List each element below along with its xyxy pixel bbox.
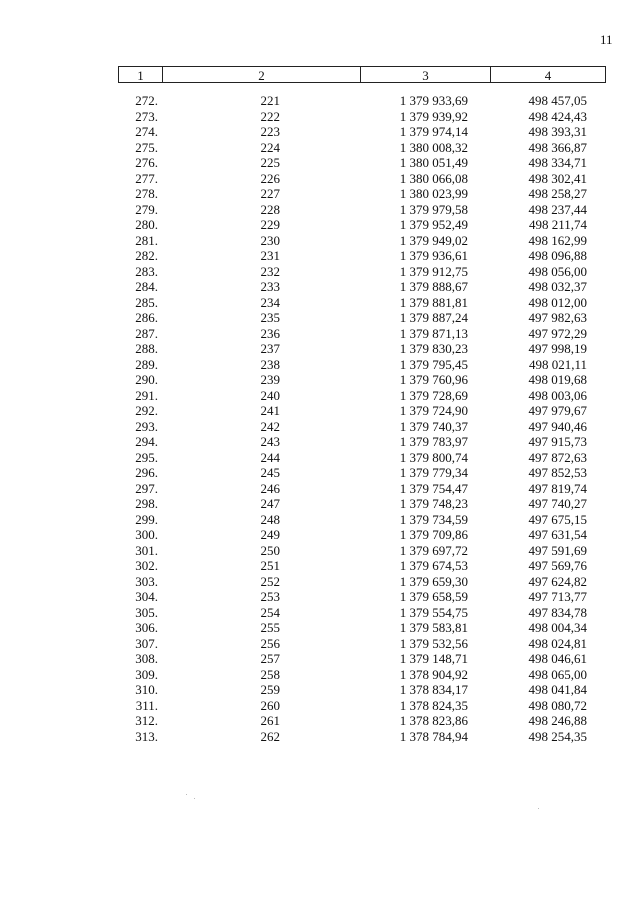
coordinate-y-cell: 497 982,63	[528, 310, 587, 325]
coordinate-y-cell: 497 591,69	[528, 542, 587, 558]
coordinate-y-cell: 497 834,78	[528, 604, 587, 620]
coordinate-x-cell: 1 378 904,92	[399, 666, 468, 682]
table-row	[118, 558, 606, 574]
table-row	[118, 357, 606, 373]
row-number-cell: 296.	[135, 465, 158, 480]
row-number-cell: 275.	[135, 139, 158, 155]
coordinate-x-cell: 1 380 023,99	[399, 186, 468, 201]
point-number-cell: 248	[260, 511, 280, 527]
page-number: 11	[600, 32, 613, 47]
table-row	[118, 310, 606, 326]
table-row	[118, 682, 606, 698]
column-header-3: 3	[360, 66, 490, 83]
coordinate-x-cell: 1 379 800,74	[399, 449, 468, 465]
coordinate-y-cell: 498 021,11	[528, 356, 587, 372]
point-number-cell: 259	[260, 682, 280, 697]
row-number-cell: 285.	[135, 294, 158, 310]
table-row	[118, 589, 606, 605]
coordinate-y-cell: 498 004,34	[528, 620, 587, 635]
point-number-cell: 241	[260, 403, 280, 418]
coordinate-x-cell: 1 379 779,34	[399, 465, 468, 480]
scan-specks	[186, 792, 566, 812]
row-number-cell: 281.	[135, 232, 158, 248]
point-number-cell: 249	[260, 527, 280, 542]
coordinate-x-cell: 1 379 888,67	[399, 279, 468, 294]
row-number-cell: 295.	[135, 449, 158, 465]
table-row	[118, 543, 606, 559]
table-header	[118, 66, 606, 83]
row-number-cell: 291.	[135, 387, 158, 403]
coordinate-y-cell: 498 211,74	[528, 217, 587, 232]
table-row	[118, 124, 606, 140]
coordinate-x-cell: 1 379 795,45	[399, 356, 468, 372]
coordinate-x-cell: 1 379 148,71	[399, 651, 468, 666]
coordinate-y-cell: 498 237,44	[528, 201, 587, 217]
row-number-cell: 312.	[135, 713, 158, 728]
table-row	[118, 729, 606, 745]
table-row	[118, 171, 606, 187]
coordinate-y-cell: 498 003,06	[528, 387, 587, 403]
point-number-cell: 261	[260, 713, 280, 728]
row-number-cell: 276.	[135, 155, 158, 170]
point-number-cell: 231	[260, 248, 280, 263]
coordinate-x-cell: 1 379 936,61	[399, 248, 468, 263]
table-row	[118, 295, 606, 311]
point-number-cell: 226	[260, 170, 280, 186]
point-number-cell: 234	[260, 294, 280, 310]
coordinate-x-cell: 1 379 949,02	[399, 232, 468, 248]
row-number-cell: 311.	[135, 697, 158, 713]
table-row	[118, 651, 606, 667]
coordinate-x-cell: 1 380 051,49	[399, 155, 468, 170]
coordinate-x-cell: 1 379 674,53	[399, 558, 468, 573]
point-number-cell: 253	[260, 589, 280, 604]
point-number-cell: 233	[260, 279, 280, 294]
coordinate-y-cell: 498 393,31	[528, 124, 587, 139]
coordinate-y-cell: 497 713,77	[528, 589, 587, 604]
point-number-cell: 256	[260, 635, 280, 651]
coordinate-y-cell: 497 624,82	[528, 573, 587, 589]
point-number-cell: 221	[260, 93, 280, 108]
row-number-cell: 273.	[135, 108, 158, 124]
column-header-4: 4	[490, 66, 606, 83]
coordinate-x-cell: 1 379 532,56	[399, 635, 468, 651]
row-number-cell: 307.	[135, 635, 158, 651]
table-row	[118, 698, 606, 714]
coordinate-x-cell: 1 379 734,59	[399, 511, 468, 527]
coordinate-y-cell: 497 915,73	[528, 434, 587, 449]
table-row	[118, 450, 606, 466]
point-number-cell: 255	[260, 620, 280, 635]
point-number-cell: 238	[260, 356, 280, 372]
row-number-cell: 304.	[135, 589, 158, 604]
point-number-cell: 222	[260, 108, 280, 124]
coordinate-y-cell: 497 675,15	[528, 511, 587, 527]
table-row	[118, 481, 606, 497]
point-number-cell: 227	[260, 186, 280, 201]
table-row	[118, 605, 606, 621]
row-number-cell: 310.	[135, 682, 158, 697]
row-number-cell: 302.	[135, 558, 158, 573]
row-number-cell: 282.	[135, 248, 158, 263]
point-number-cell: 229	[260, 217, 280, 232]
coordinate-x-cell: 1 379 871,13	[399, 325, 468, 341]
row-number-cell: 308.	[135, 651, 158, 666]
table-row	[118, 264, 606, 280]
coordinate-x-cell: 1 378 834,17	[399, 682, 468, 697]
table-row	[118, 713, 606, 729]
point-number-cell: 258	[260, 666, 280, 682]
table-row	[118, 202, 606, 218]
coordinate-x-cell: 1 379 887,24	[399, 310, 468, 325]
row-number-cell: 280.	[135, 217, 158, 232]
coordinate-y-cell: 498 457,05	[528, 93, 587, 108]
coordinate-x-cell: 1 379 697,72	[399, 542, 468, 558]
coordinate-y-cell: 498 032,37	[528, 279, 587, 294]
table-row	[118, 326, 606, 342]
coordinate-x-cell: 1 379 659,30	[399, 573, 468, 589]
coordinate-x-cell: 1 379 912,75	[399, 263, 468, 279]
point-number-cell: 225	[260, 155, 280, 170]
point-number-cell: 250	[260, 542, 280, 558]
coordinate-x-cell: 1 380 008,32	[399, 139, 468, 155]
row-number-cell: 288.	[135, 341, 158, 356]
point-number-cell: 239	[260, 372, 280, 387]
table-row	[118, 279, 606, 295]
coordinate-x-cell: 1 379 939,92	[399, 108, 468, 124]
column-header-2: 2	[162, 66, 360, 83]
table-row	[118, 667, 606, 683]
coordinate-x-cell: 1 379 709,86	[399, 527, 468, 542]
coordinate-y-cell: 497 940,46	[528, 418, 587, 434]
coordinate-y-cell: 498 334,71	[528, 155, 587, 170]
coordinate-x-cell: 1 379 974,14	[399, 124, 468, 139]
point-number-cell: 223	[260, 124, 280, 139]
table-row	[118, 217, 606, 233]
row-number-cell: 278.	[135, 186, 158, 201]
coordinate-y-cell: 497 631,54	[528, 527, 587, 542]
column-header-1: 1	[118, 66, 162, 83]
table-row	[118, 109, 606, 125]
point-number-cell: 237	[260, 341, 280, 356]
coordinate-y-cell: 498 162,99	[528, 232, 587, 248]
point-number-cell: 246	[260, 480, 280, 496]
point-number-cell: 251	[260, 558, 280, 573]
table-row	[118, 248, 606, 264]
table-row	[118, 434, 606, 450]
coordinate-x-cell: 1 379 830,23	[399, 341, 468, 356]
coordinate-y-cell: 498 080,72	[528, 697, 587, 713]
coordinate-y-cell: 497 998,19	[528, 341, 587, 356]
coordinate-x-cell: 1 378 784,94	[399, 728, 468, 744]
coordinate-y-cell: 497 819,74	[528, 480, 587, 496]
coordinate-y-cell: 498 096,88	[528, 248, 587, 263]
table-row	[118, 403, 606, 419]
coordinate-x-cell: 1 379 979,58	[399, 201, 468, 217]
coordinate-x-cell: 1 378 823,86	[399, 713, 468, 728]
coordinate-x-cell: 1 379 748,23	[399, 496, 468, 511]
table-row	[118, 140, 606, 156]
point-number-cell: 232	[260, 263, 280, 279]
row-number-cell: 299.	[135, 511, 158, 527]
row-number-cell: 290.	[135, 372, 158, 387]
point-number-cell: 235	[260, 310, 280, 325]
coordinate-y-cell: 498 012,00	[528, 294, 587, 310]
coordinate-x-cell: 1 378 824,35	[399, 697, 468, 713]
row-number-cell: 298.	[135, 496, 158, 511]
coordinate-y-cell: 497 740,27	[528, 496, 587, 511]
scan-speck	[538, 808, 539, 809]
coordinate-x-cell: 1 379 740,37	[399, 418, 468, 434]
table-row	[118, 636, 606, 652]
row-number-cell: 284.	[135, 279, 158, 294]
row-number-cell: 292.	[135, 403, 158, 418]
coordinate-y-cell: 498 424,43	[528, 108, 587, 124]
point-number-cell: 240	[260, 387, 280, 403]
coordinate-y-cell: 498 246,88	[528, 713, 587, 728]
row-number-cell: 306.	[135, 620, 158, 635]
row-number-cell: 286.	[135, 310, 158, 325]
coordinate-y-cell: 498 065,00	[528, 666, 587, 682]
row-number-cell: 305.	[135, 604, 158, 620]
coordinate-x-cell: 1 379 754,47	[399, 480, 468, 496]
point-number-cell: 230	[260, 232, 280, 248]
table-row	[118, 155, 606, 171]
coordinate-x-cell: 1 379 554,75	[399, 604, 468, 620]
coordinate-y-cell: 498 366,87	[528, 139, 587, 155]
row-number-cell: 294.	[135, 434, 158, 449]
coordinate-x-cell: 1 379 728,69	[399, 387, 468, 403]
point-number-cell: 257	[260, 651, 280, 666]
table-row	[118, 372, 606, 388]
coordinate-x-cell: 1 379 952,49	[399, 217, 468, 232]
point-number-cell: 224	[260, 139, 280, 155]
row-number-cell: 283.	[135, 263, 158, 279]
row-number-cell: 303.	[135, 573, 158, 589]
table-row	[118, 93, 606, 109]
coordinate-x-cell: 1 379 760,96	[399, 372, 468, 387]
coordinate-y-cell: 498 254,35	[528, 728, 587, 744]
coordinate-y-cell: 498 019,68	[528, 372, 587, 387]
coordinate-y-cell: 497 972,29	[528, 325, 587, 341]
coordinate-x-cell: 1 380 066,08	[399, 170, 468, 186]
scan-speck	[194, 798, 195, 799]
table-body	[118, 93, 606, 744]
row-number-cell: 309.	[135, 666, 158, 682]
coordinate-y-cell: 498 302,41	[528, 170, 587, 186]
table-row	[118, 465, 606, 481]
row-number-cell: 293.	[135, 418, 158, 434]
row-number-cell: 274.	[135, 124, 158, 139]
point-number-cell: 260	[260, 697, 280, 713]
row-number-cell: 297.	[135, 480, 158, 496]
coordinate-x-cell: 1 379 583,81	[399, 620, 468, 635]
coordinate-y-cell: 498 056,00	[528, 263, 587, 279]
row-number-cell: 313.	[135, 728, 158, 744]
point-number-cell: 245	[260, 465, 280, 480]
point-number-cell: 228	[260, 201, 280, 217]
coordinate-y-cell: 497 569,76	[528, 558, 587, 573]
scan-speck	[186, 794, 187, 795]
table-row	[118, 620, 606, 636]
table-row	[118, 527, 606, 543]
row-number-cell: 301.	[135, 542, 158, 558]
coordinate-y-cell: 498 046,61	[528, 651, 587, 666]
table-row	[118, 574, 606, 590]
table-row	[118, 186, 606, 202]
point-number-cell: 236	[260, 325, 280, 341]
point-number-cell: 244	[260, 449, 280, 465]
table-row	[118, 388, 606, 404]
coordinate-x-cell: 1 379 881,81	[399, 294, 468, 310]
table-row	[118, 419, 606, 435]
row-number-cell: 300.	[135, 527, 158, 542]
table-row	[118, 496, 606, 512]
row-number-cell: 289.	[135, 356, 158, 372]
row-number-cell: 272.	[135, 93, 158, 108]
coordinate-y-cell: 498 258,27	[528, 186, 587, 201]
point-number-cell: 247	[260, 496, 280, 511]
coordinate-x-cell: 1 379 658,59	[399, 589, 468, 604]
coordinate-x-cell: 1 379 783,97	[399, 434, 468, 449]
table-row	[118, 512, 606, 528]
point-number-cell: 254	[260, 604, 280, 620]
point-number-cell: 243	[260, 434, 280, 449]
table-row	[118, 341, 606, 357]
coordinate-y-cell: 497 852,53	[528, 465, 587, 480]
row-number-cell: 277.	[135, 170, 158, 186]
coordinate-x-cell: 1 379 933,69	[399, 93, 468, 108]
coordinate-y-cell: 498 024,81	[528, 635, 587, 651]
coordinate-x-cell: 1 379 724,90	[399, 403, 468, 418]
point-number-cell: 262	[260, 728, 280, 744]
coordinate-y-cell: 497 872,63	[528, 449, 587, 465]
point-number-cell: 252	[260, 573, 280, 589]
coordinate-y-cell: 497 979,67	[528, 403, 587, 418]
table-row	[118, 233, 606, 249]
point-number-cell: 242	[260, 418, 280, 434]
row-number-cell: 279.	[135, 201, 158, 217]
row-number-cell: 287.	[135, 325, 158, 341]
coordinate-y-cell: 498 041,84	[528, 682, 587, 697]
